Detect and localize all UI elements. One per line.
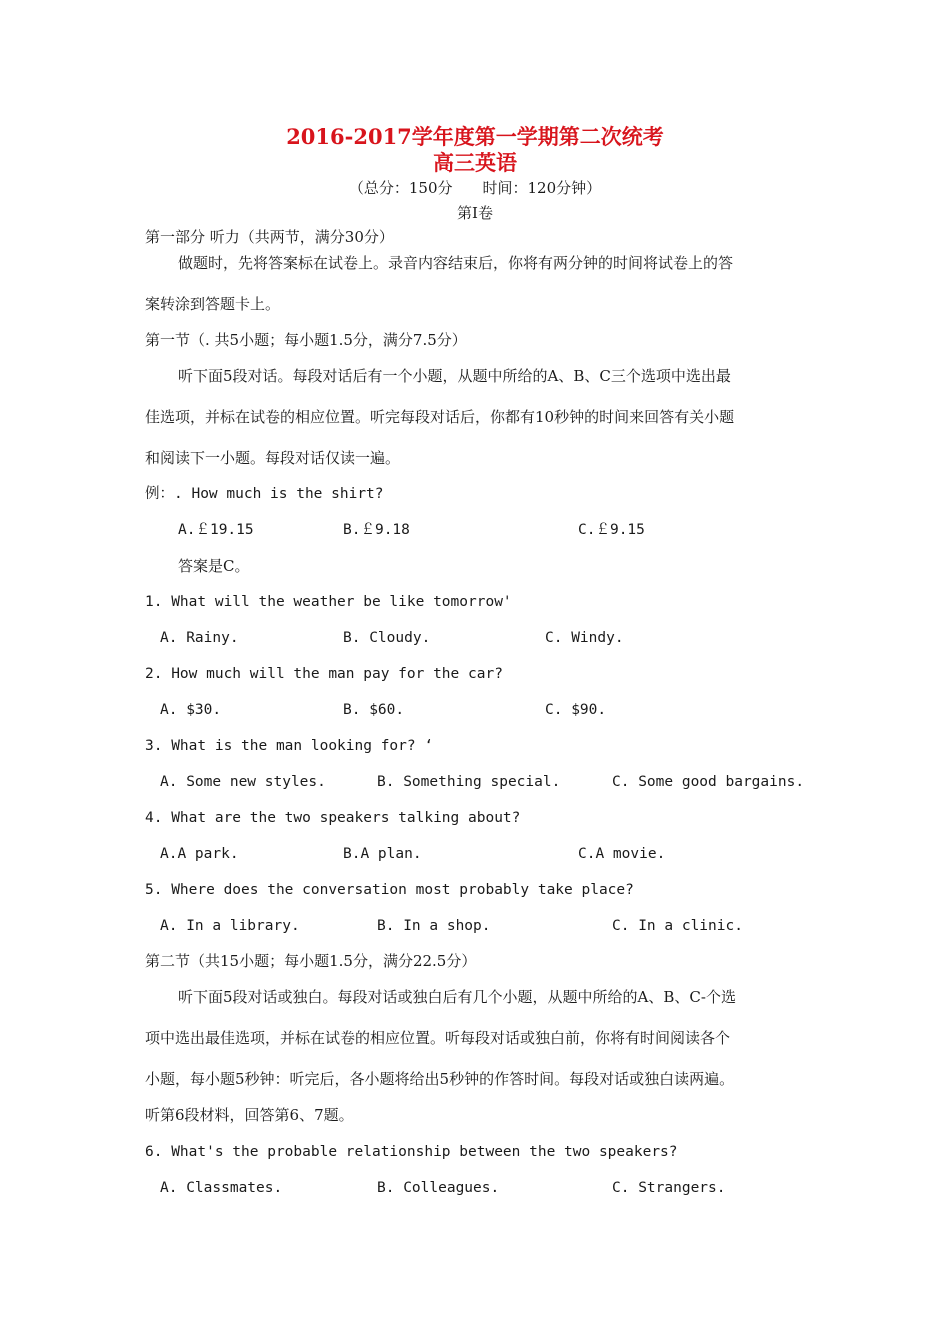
question-5-option-b: B. In a shop. — [377, 918, 491, 934]
section2-heading: 第二节（共15小题；每小题1.5分，满分22.5分） — [145, 952, 477, 970]
question-2: 2. How much will the man pay for the car? — [145, 666, 503, 682]
question-5-option-a: A. In a library. — [160, 918, 300, 934]
question-1-option-a: A. Rainy. — [160, 630, 239, 646]
example-answer: 答案是C。 — [178, 557, 250, 575]
question-4-option-a: A.A park. — [160, 846, 239, 862]
question-6-option-b: B. Colleagues. — [377, 1180, 500, 1196]
volume-label: 第Ⅰ卷 — [457, 204, 493, 222]
question-4-option-c: C.A movie. — [578, 846, 666, 862]
question-2-option-b: B. $60. — [343, 702, 405, 718]
exam-title: 2016-2017学年度第一学期第二次统考 — [286, 124, 664, 149]
section1-intro-line2: 佳选项，并标在试卷的相应位置。听完每段对话后，你都有10秒钟的时间来回答有关小题 — [145, 408, 735, 426]
question-1-option-b: B. Cloudy. — [343, 630, 431, 646]
question-2-option-c: C. $90. — [545, 702, 607, 718]
question-4: 4. What are the two speakers talking about? — [145, 810, 521, 826]
example-option-c: C.￡9.15 — [578, 522, 645, 538]
question-3-option-a: A. Some new styles. — [160, 774, 326, 790]
part1-intro-line1: 做题时，先将答案标在试卷上。录音内容结束后，你将有两分钟的时间将试卷上的答 — [178, 254, 734, 272]
exam-subtitle: 高三英语 — [433, 150, 517, 175]
section2-intro-line1: 听下面5段对话或独白。每段对话或独白后有几个小题，从题中所给的A、B、C-个选 — [178, 988, 736, 1006]
section1-intro-line1: 听下面5段对话。每段对话后有一个小题，从题中所给的A、B、C三个选项中选出最 — [178, 367, 731, 385]
question-6-option-a: A. Classmates. — [160, 1180, 283, 1196]
question-3-option-b: B. Something special. — [377, 774, 561, 790]
section1-intro-line3: 和阅读下一小题。每段对话仅读一遍。 — [145, 449, 401, 467]
part1-intro-line2: 案转涂到答题卡上。 — [145, 295, 281, 313]
question-3-option-c: C. Some good bargains. — [612, 774, 805, 790]
question-5-option-c: C. In a clinic. — [612, 918, 743, 934]
score-info: （总分：150分 时间：120分钟） — [348, 179, 602, 197]
example-option-b: B.￡9.18 — [343, 522, 410, 538]
section2-intro-line2: 项中选出最佳选项，并标在试卷的相应位置。听每段对话或独白前，你将有时间阅读各个 — [145, 1029, 731, 1047]
question-1: 1. What will the weather be like tomorrow' — [145, 594, 512, 610]
section2-intro-line4: 听第6段材料，回答第6、7题。 — [145, 1106, 354, 1124]
example-question: 例：. How much is the shirt? — [145, 486, 384, 502]
part1-heading: 第一部分 听力（共两节，满分30分） — [145, 228, 394, 246]
example-option-a: A.￡19.15 — [178, 522, 254, 538]
question-6-option-c: C. Strangers. — [612, 1180, 726, 1196]
question-1-option-c: C. Windy. — [545, 630, 624, 646]
question-2-option-a: A. $30. — [160, 702, 222, 718]
question-5: 5. Where does the conversation most probably take place? — [145, 882, 634, 898]
question-4-option-b: B.A plan. — [343, 846, 422, 862]
section2-intro-line3: 小题，每小题5秒钟：听完后，各小题将给出5秒钟的作答时间。每段对话或独白读两遍。 — [145, 1070, 735, 1088]
question-3: 3. What is the man looking for? ‘ — [145, 738, 434, 754]
question-6: 6. What's the probable relationship between the two speakers? — [145, 1144, 678, 1160]
section1-heading: 第一节（. 共5小题；每小题1.5分，满分7.5分） — [145, 331, 467, 349]
